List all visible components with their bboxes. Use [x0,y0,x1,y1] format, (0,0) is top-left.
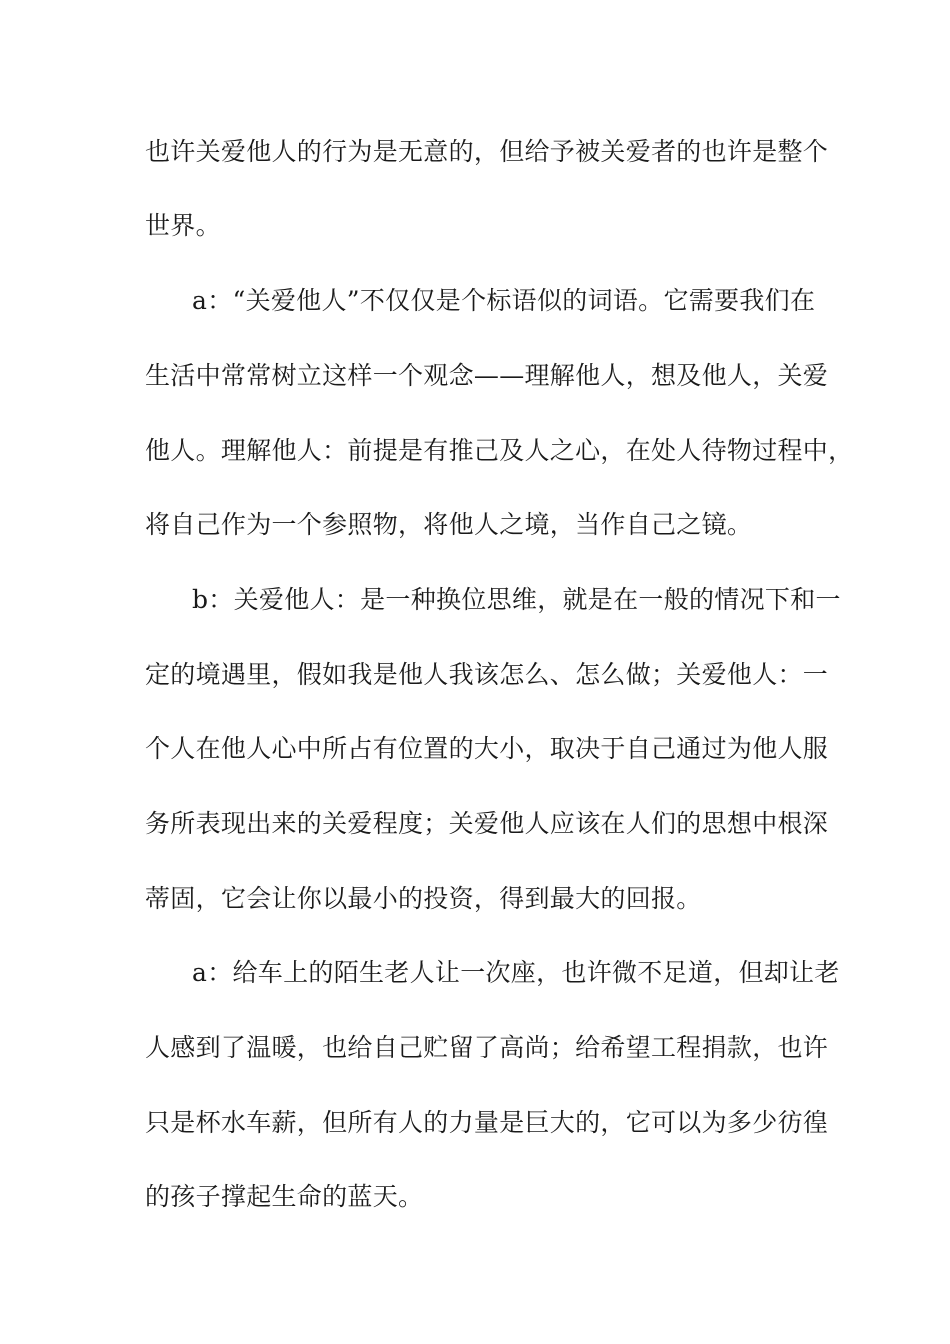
text-line-4: 生活中常常树立这样一个观念——理解他人，想及他人，关爱 [145,361,829,390]
text-line-9: 个人在他人心中所占有位置的大小，取决于自己通过为他人服 [145,734,829,763]
text-line-14: 只是杯水车薪，但所有人的力量是巨大的，它可以为多少彷徨 [145,1108,829,1137]
text-line-10: 务所表现出来的关爱程度；关爱他人应该在人们的思想中根深 [145,809,829,838]
text-line-7: b：关爱他人：是一种换位思维，就是在一般的情况下和一 [192,585,841,614]
text-line-2: 世界。 [145,211,221,240]
text-line-6: 将自己作为一个参照物，将他人之境，当作自己之镜。 [145,510,753,539]
text-line-15: 的孩子撑起生命的蓝天。 [145,1182,424,1211]
text-line-13: 人感到了温暖，也给自己贮留了高尚；给希望工程捐款，也许 [145,1033,829,1062]
text-line-11: 蒂固，它会让你以最小的投资，得到最大的回报。 [145,884,702,913]
text-line-12: a：给车上的陌生老人让一次座，也许微不足道，但却让老 [192,958,840,987]
text-line-1: 也许关爱他人的行为是无意的，但给予被关爱者的也许是整个 [145,137,829,166]
text-line-5: 他人。理解他人：前提是有推己及人之心，在处人待物过程中， [145,436,854,465]
text-line-8: 定的境遇里，假如我是他人我该怎么、怎么做；关爱他人：一 [145,660,829,689]
text-line-3: a：“关爱他人”不仅仅是个标语似的词语。它需要我们在 [192,286,816,315]
